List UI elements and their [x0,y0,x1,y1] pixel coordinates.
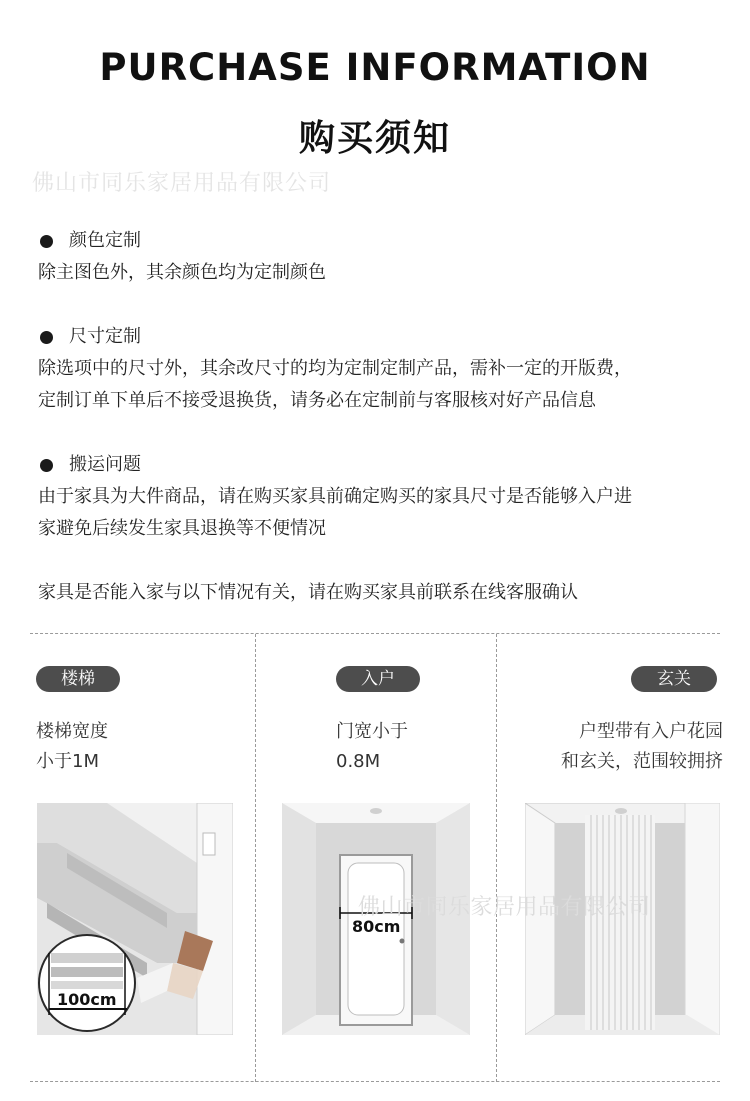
card-line: 楼梯宽度 [36,721,108,742]
title-en: PURCHASE INFORMATION [99,46,651,89]
card-line: 和玄关，范围较拥挤 [561,751,723,772]
section-line: 由于家具为大件商品，请在购买家具前确定购买的家具尺寸是否能够入户进 [38,486,632,507]
measure-label-stairs: 100cm [57,990,117,1009]
watermark-mid: 佛山市同乐家居用品有限公司 [358,895,651,920]
section-heading: 搬运问题 [69,454,141,475]
card-desc-entry [336,717,408,777]
section-line: 除主图色外，其余颜色均为定制颜色 [38,262,326,283]
divider-top [30,633,720,634]
divider-bottom [30,1081,720,1082]
divider-vertical [255,634,256,1082]
section-line: 除选项中的尺寸外，其余改尺寸的均为定制定制产品，需补一定的开版费， [38,358,632,379]
section-line: 定制订单下单后不接受退换货，请务必在定制前与客服核对好产品信息 [38,390,596,411]
divider-vertical [496,634,497,1082]
section-heading: 颜色定制 [69,230,141,251]
card-line: 户型带有入户花园 [579,721,723,742]
card-line: 0.8M [336,751,381,772]
bullet-icon [40,331,53,344]
section-heading: 尺寸定制 [69,326,141,347]
bullet-icon [40,235,53,248]
section-color [38,225,728,289]
card-desc-foyer [537,717,723,777]
card-desc-stairs [36,717,108,777]
tag-entry: 入户 [336,666,420,692]
tag-foyer: 玄关 [631,666,717,692]
watermark-top: 佛山市同乐家居用品有限公司 [32,171,332,196]
bullet-icon [40,459,53,472]
section-line: 家避免后续发生家具退换等不便情况 [38,518,326,539]
card-line: 小于1M [36,751,99,772]
note-text: 家具是否能入家与以下情况有关，请在购买家具前联系在线客服确认 [38,582,578,603]
title-cn: 购买须知 [298,118,451,159]
measure-label-entry: 80cm [352,917,401,936]
section-size [38,321,728,417]
section-transport [38,449,728,545]
tag-stairs: 楼梯 [36,666,120,692]
card-line: 门宽小于 [336,721,408,742]
